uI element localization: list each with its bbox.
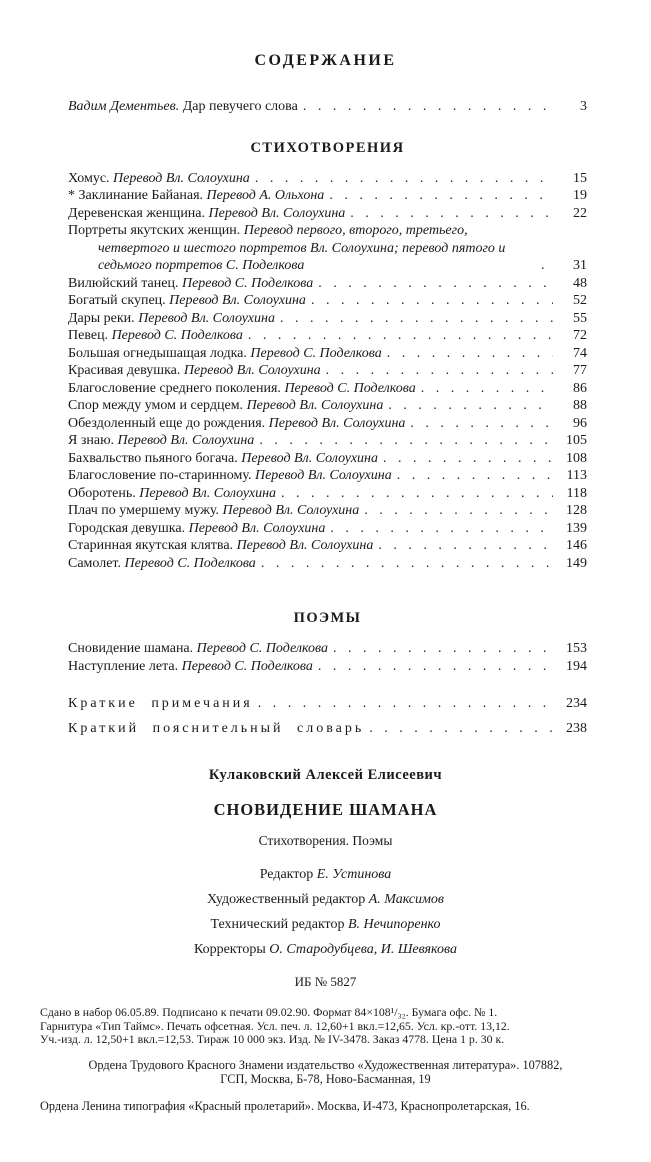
entry-translator: Перевод Вл. Солоухина [188, 520, 326, 536]
dot-leader [350, 205, 553, 223]
entry-title: Благословение по-старинному. [68, 468, 252, 483]
entry-page: 146 [566, 538, 587, 553]
credits-block [40, 865, 611, 960]
dot-leader [383, 450, 553, 468]
entry-body [68, 310, 275, 328]
toc-entry [68, 537, 587, 555]
note-entry [68, 695, 587, 713]
entry-title: Обездоленный еще до рождения. [68, 415, 266, 431]
colophon-author: Кулаковский Алексей Елисеевич [208, 767, 443, 783]
entry-page: 105 [566, 433, 587, 448]
entry-page: 72 [573, 328, 587, 343]
imprint-line: Сдано в набор 06.05.89. Подписано к печати 09.02.90. Формат 84×108¹/₃₂. Бумага офс. № 1. [40, 1005, 498, 1019]
credit-role: Редактор [259, 867, 314, 882]
toc-entry [68, 502, 587, 520]
publisher-block [40, 1058, 611, 1087]
entry-page: 3 [580, 99, 587, 114]
intro-author: Вадим Дементьев. [68, 99, 180, 114]
entry-title: Деревенская женщина. [68, 205, 206, 221]
entry-body [68, 292, 306, 310]
intro-entry-body [68, 98, 298, 116]
entry-translator: Перевод Вл. Солоухина [254, 468, 392, 483]
toc-entry [68, 275, 587, 293]
entry-translator: Перевод С. Поделкова [250, 345, 382, 361]
toc-entry [68, 327, 587, 345]
toc [40, 98, 611, 737]
toc-entry [68, 222, 587, 275]
dot-leader [280, 310, 553, 328]
credit-line [40, 865, 611, 885]
entry-title: Певец. [68, 328, 109, 343]
contents-heading: СОДЕРЖАНИЕ [254, 52, 397, 69]
entry-page: 31 [573, 258, 587, 273]
imprint-line: Уч.-изд. л. 12,50+1 вкл.=12,53. Тираж 10 000 экз. Изд. № IV-3478. Заказ 4778. Цена 1 р. 30 к. [40, 1032, 505, 1047]
credit-line [40, 915, 611, 935]
entry-body [68, 275, 313, 293]
entry-page: 96 [573, 415, 587, 431]
entry-translator: Перевод С. Поделкова [124, 555, 256, 571]
entry-translator: Перевод Вл. Солоухина [117, 433, 255, 448]
dot-leader [378, 537, 553, 555]
toc-entry [68, 187, 587, 205]
notes-entries [68, 695, 587, 737]
entry-title: * Заклинание Байаная. [68, 188, 204, 203]
entry-body [68, 450, 378, 468]
entry-translator: Перевод Вл. Солоухина [138, 310, 275, 326]
entry-title: Наступление лета. [68, 658, 179, 674]
note-entry [68, 720, 587, 738]
entry-body [68, 502, 359, 520]
entry-translator: Перевод С. Поделкова [181, 658, 313, 674]
entry-translator: Перевод А. Ольхона [206, 188, 325, 203]
toc-entry [68, 415, 587, 433]
entry-body [68, 658, 313, 676]
intro-title: Дар певучего слова [182, 99, 298, 114]
entry-page: 19 [573, 188, 587, 203]
entry-title: Сновидение шамана. [68, 641, 194, 656]
dot-leader [248, 327, 553, 345]
entry-page: 194 [566, 658, 587, 674]
entry-page: 15 [573, 170, 587, 186]
entry-body [68, 187, 324, 205]
note-title: Краткий пояснительный словарь [68, 720, 365, 736]
entry-page: 149 [566, 555, 587, 571]
entry-title: Дары реки. [68, 310, 135, 326]
entry-page: 234 [566, 696, 587, 711]
entry-body [68, 432, 254, 450]
entry-title: Самолет. [68, 555, 121, 571]
entry-page: 88 [573, 398, 587, 413]
toc-entry [68, 555, 587, 573]
dot-leader [364, 502, 553, 520]
entry-translator: Перевод Вл. Солоухина [113, 170, 250, 186]
publisher-line: ГСП, Москва, Б-78, Ново-Басманная, 19 [220, 1072, 431, 1087]
dot-leader [329, 187, 553, 205]
entry-translator: Перевод С. Поделкова [181, 275, 314, 291]
entry-body [68, 485, 276, 503]
note-title: Краткие примечания [68, 696, 253, 711]
dot-leader [326, 362, 553, 380]
entry-title: Плач по умершему мужу. [68, 503, 219, 518]
entry-title: Я знаю. [68, 433, 115, 448]
entry-title: Бахвальство пьяного богача. [68, 450, 238, 466]
entry-page: 74 [573, 345, 587, 361]
entry-page: 108 [566, 450, 587, 466]
entry-body [68, 345, 382, 363]
entry-title: Хомус. [68, 170, 110, 186]
entry-body [68, 520, 325, 538]
toc-entry-intro [68, 98, 587, 116]
toc-section [68, 610, 587, 675]
entry-translator: Перевод Вл. Солоухина [139, 485, 277, 501]
entry-title: Городская девушка. [68, 520, 186, 536]
dot-leader [281, 485, 553, 503]
entry-page: 77 [573, 363, 587, 378]
entry-page: 55 [573, 310, 587, 326]
entry-page: 113 [566, 468, 587, 483]
entry-translator: Перевод Вл. Солоухина [268, 415, 406, 431]
entry-title: Благословение среднего поколения. [68, 380, 281, 396]
entry-page: 118 [566, 485, 587, 501]
entry-title: Оборотень. [68, 485, 136, 501]
entry-title: Богатый скупец. [68, 293, 166, 308]
entry-page: 22 [573, 205, 587, 221]
entry-title: Портреты якутских женщин. [68, 223, 241, 238]
dot-leader [318, 275, 553, 293]
dot-leader [311, 292, 553, 310]
dot-leader [410, 415, 553, 433]
section-heading: СТИХОТВОРЕНИЯ [250, 139, 405, 156]
entry-title: Спор между умом и сердцем. [68, 398, 244, 413]
toc-entry [68, 170, 587, 188]
entry-translator: Перевод Вл. Солоухина [241, 450, 378, 466]
entry-translator: Перевод Вл. Солоухина [246, 398, 384, 413]
section-heading: ПОЭМЫ [293, 610, 362, 626]
dot-leader [259, 432, 553, 450]
entry-translator: Перевод Вл. Солоухина [222, 503, 360, 518]
toc-entry [68, 205, 587, 223]
toc-entry [68, 292, 587, 310]
entry-title: Красивая девушка. [68, 363, 181, 378]
credit-role: Технический редактор [210, 917, 345, 932]
entry-translator: Перевод С. Поделкова [111, 328, 243, 343]
entry-translator: Перевод Вл. Солоухина [169, 293, 306, 308]
dot-leader [330, 520, 553, 538]
toc-entry [68, 397, 587, 415]
entry-page: 153 [566, 641, 587, 656]
dot-leader [541, 257, 553, 275]
credit-name: А. Максимов [368, 892, 444, 907]
entry-body [68, 640, 328, 658]
toc-entry [68, 362, 587, 380]
entry-page: 86 [573, 380, 587, 396]
toc-entry [68, 432, 587, 450]
entry-translator: Перевод первого, второго, третьего, четвертого и шестого портретов Вл. Солоухина; перевод пятого и седьмого портретов С. Поделкова [98, 223, 506, 273]
colophon [40, 767, 611, 1113]
credit-role: Корректоры [193, 942, 266, 957]
entry-title: Старинная якутская клятва. [68, 538, 234, 553]
toc-entry [68, 467, 587, 485]
dot-leader [369, 720, 553, 738]
credit-line [40, 890, 611, 910]
toc-entry [68, 310, 587, 328]
entry-body [68, 205, 345, 223]
section-entries [68, 640, 587, 675]
dot-leader [303, 98, 553, 116]
toc-entry [68, 380, 587, 398]
ib-number: ИБ № 5827 [294, 974, 357, 989]
dot-leader [397, 467, 553, 485]
entry-body [68, 380, 416, 398]
entry-translator: Перевод Вл. Солоухина [208, 205, 346, 221]
entry-translator: Перевод С. Поделкова [284, 380, 416, 396]
entry-body [68, 397, 383, 415]
entry-translator: Перевод С. Поделкова [196, 641, 328, 656]
dot-leader [255, 170, 553, 188]
entry-page: 52 [573, 293, 587, 308]
toc-entry [68, 485, 587, 503]
entry-page: 139 [566, 520, 587, 536]
imprint-line: Гарнитура «Тип Таймс». Печать офсетная. Усл. печ. л. 12,60+1 вкл.=12,65. Усл. кр.-отт. 13,12. [40, 1018, 510, 1033]
entry-translator: Перевод Вл. Солоухина [183, 363, 321, 378]
entry-title: Вилюйский танец. [68, 275, 179, 291]
toc-entry [68, 640, 587, 658]
credit-line [40, 940, 611, 960]
entry-page: 48 [573, 275, 587, 291]
printing-house: Ордена Ленина типография «Красный пролетарий». Москва, И-473, Краснопролетарская, 16. [40, 1098, 530, 1113]
dot-leader [318, 658, 553, 676]
book-title: СНОВИДЕНИЕ ШАМАНА [213, 800, 438, 819]
dot-leader [333, 640, 553, 658]
entry-title: Большая огнедышащая лодка. [68, 345, 247, 361]
toc-entry [68, 520, 587, 538]
entry-body [68, 537, 373, 555]
credit-name: Е. Устинова [316, 867, 392, 882]
credit-name: В. Нечипоренко [348, 917, 441, 932]
entry-body [68, 362, 321, 380]
dot-leader [387, 345, 553, 363]
imprint-block [40, 1006, 611, 1047]
toc-sections [68, 140, 587, 676]
toc-section [68, 140, 587, 573]
entry-page: 128 [566, 503, 587, 518]
entry-body [68, 555, 256, 573]
entry-page: 238 [566, 720, 587, 736]
entry-body [68, 415, 405, 433]
section-entries [68, 170, 587, 573]
credit-name: О. Стародубцева, И. Шевякова [269, 942, 458, 957]
dot-leader [421, 380, 553, 398]
toc-entry [68, 345, 587, 363]
dot-leader [388, 397, 553, 415]
dot-leader [258, 695, 553, 713]
toc-entry [68, 450, 587, 468]
credit-role: Художественный редактор [207, 892, 366, 907]
book-subtitle: Стихотворения. Поэмы [258, 833, 393, 848]
dot-leader [261, 555, 553, 573]
toc-entry [68, 658, 587, 676]
entry-body [68, 170, 250, 188]
entry-body [68, 467, 392, 485]
publisher-line: Ордена Трудового Красного Знамени издательство «Художественная литература». 107882, [88, 1057, 563, 1072]
entry-body [68, 327, 243, 345]
entry-body [68, 222, 536, 275]
entry-translator: Перевод Вл. Солоухина [236, 538, 374, 553]
